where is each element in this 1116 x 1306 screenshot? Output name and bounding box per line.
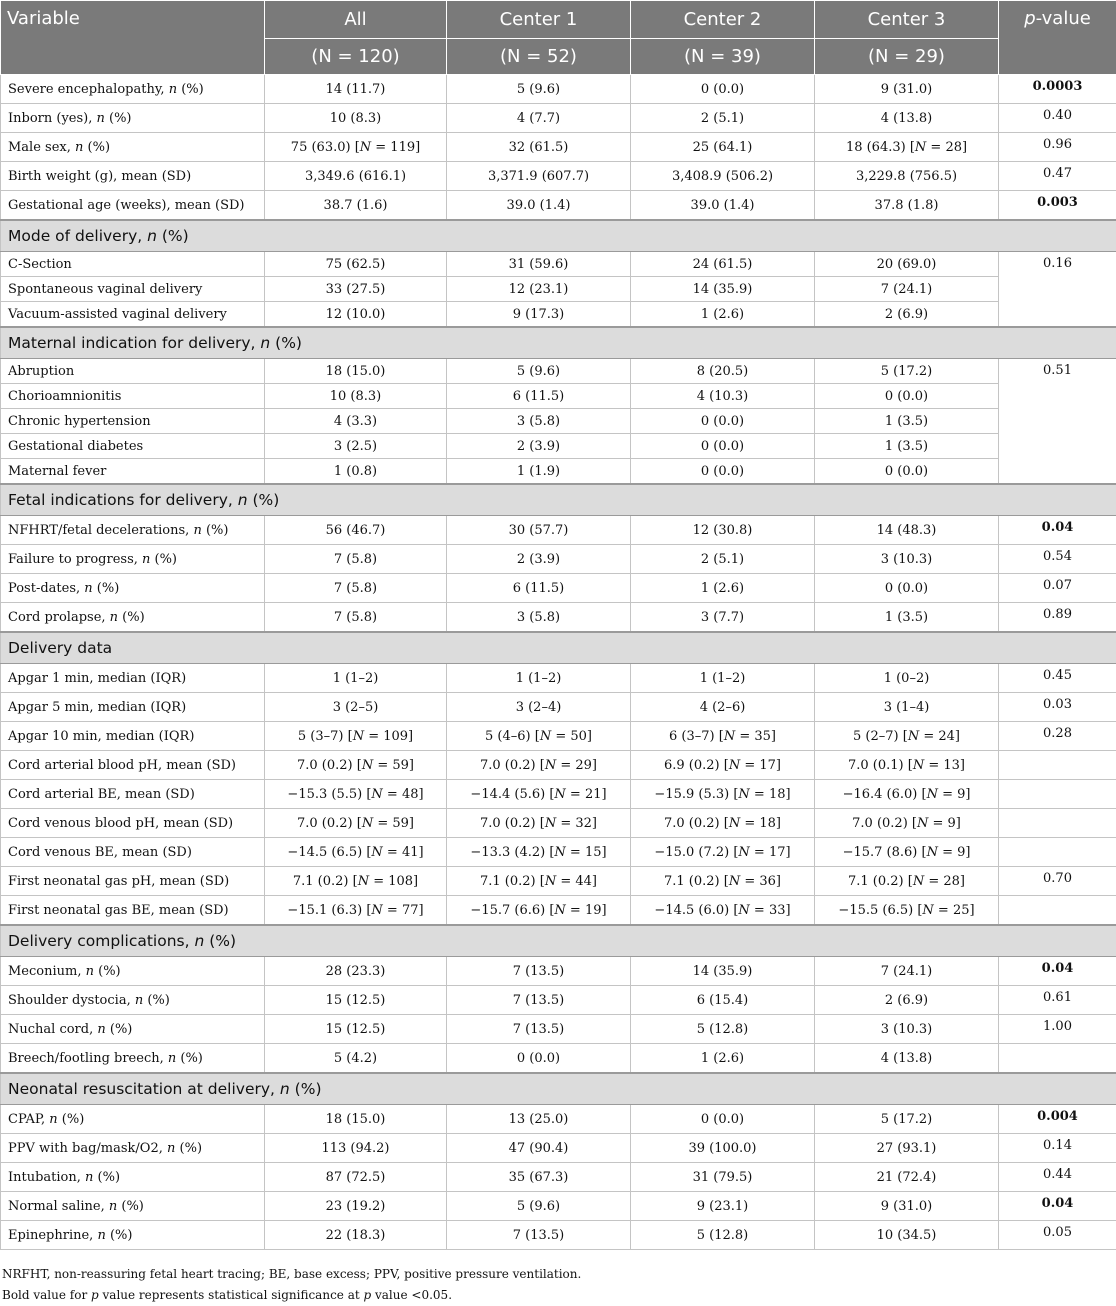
table-row	[1, 459, 1116, 485]
cell-value: 7 (24.1)	[815, 277, 999, 302]
header-group-name: Center 3	[815, 1, 999, 39]
table-row	[1, 384, 1116, 409]
cell-value: 4 (3.3)	[265, 409, 447, 434]
p-value-cell: 0.004	[999, 1105, 1116, 1134]
table-row	[1, 434, 1116, 459]
cell-value: 27 (93.1)	[815, 1134, 999, 1163]
cell-value: 1 (1–2)	[265, 664, 447, 693]
cell-value: 10 (8.3)	[265, 104, 447, 133]
cell-value: −13.3 (4.2) [N = 15]	[447, 838, 631, 867]
footnote-significance: Bold value for p value represents statistical significance at p value <0.05.	[2, 1285, 1116, 1306]
table-row	[1, 693, 1116, 722]
row-label: Apgar 1 min, median (IQR)	[1, 664, 265, 693]
table-row	[1, 545, 1116, 574]
p-value-cell: 0.54	[999, 545, 1116, 574]
cell-value: 1 (3.5)	[815, 434, 999, 459]
p-value-cell: 0.28	[999, 722, 1116, 751]
cell-value: 7 (5.8)	[265, 545, 447, 574]
cell-value: 9 (31.0)	[815, 1192, 999, 1221]
section-header-row	[1, 925, 1116, 957]
p-value-cell: 0.45	[999, 664, 1116, 693]
header-group-name: Center 1	[447, 1, 631, 39]
table-row	[1, 252, 1116, 277]
row-label: Failure to progress, n (%)	[1, 545, 265, 574]
cell-value: 1 (1–2)	[447, 664, 631, 693]
table-row	[1, 986, 1116, 1015]
cell-value: 47 (90.4)	[447, 1134, 631, 1163]
cell-value: 1 (3.5)	[815, 603, 999, 633]
table-row	[1, 1044, 1116, 1074]
cell-value: 6 (11.5)	[447, 384, 631, 409]
table-row	[1, 277, 1116, 302]
row-label: First neonatal gas pH, mean (SD)	[1, 867, 265, 896]
table-row	[1, 75, 1116, 104]
row-label: Normal saline, n (%)	[1, 1192, 265, 1221]
cell-value: 7.0 (0.2) [N = 29]	[447, 751, 631, 780]
cell-value: −15.7 (8.6) [N = 9]	[815, 838, 999, 867]
cell-value: 0 (0.0)	[815, 574, 999, 603]
cell-value: 1 (0.8)	[265, 459, 447, 485]
cell-value: 0 (0.0)	[631, 1105, 815, 1134]
cell-value: 10 (34.5)	[815, 1221, 999, 1250]
cell-value: 5 (2–7) [N = 24]	[815, 722, 999, 751]
row-label: Apgar 10 min, median (IQR)	[1, 722, 265, 751]
header-group-n: (N = 52)	[447, 39, 631, 75]
table-row	[1, 1221, 1116, 1250]
row-label: First neonatal gas BE, mean (SD)	[1, 896, 265, 926]
cell-value: 5 (3–7) [N = 109]	[265, 722, 447, 751]
cell-value: 30 (57.7)	[447, 516, 631, 545]
row-label: Chronic hypertension	[1, 409, 265, 434]
cell-value: 32 (61.5)	[447, 133, 631, 162]
p-value-cell: 0.44	[999, 1163, 1116, 1192]
cell-value: 3 (2–5)	[265, 693, 447, 722]
table-row	[1, 751, 1116, 780]
cell-value: −15.3 (5.5) [N = 48]	[265, 780, 447, 809]
table-row	[1, 1192, 1116, 1221]
cell-value: 7.1 (0.2) [N = 36]	[631, 867, 815, 896]
cell-value: 0 (0.0)	[631, 409, 815, 434]
cell-value: 3 (5.8)	[447, 409, 631, 434]
row-label: Shoulder dystocia, n (%)	[1, 986, 265, 1015]
cell-value: 5 (4.2)	[265, 1044, 447, 1074]
section-header-row	[1, 327, 1116, 359]
cell-value: −15.7 (6.6) [N = 19]	[447, 896, 631, 926]
cell-value: 8 (20.5)	[631, 359, 815, 384]
row-label: Meconium, n (%)	[1, 957, 265, 986]
section-label: Mode of delivery, n (%)	[1, 220, 1116, 252]
table-row	[1, 896, 1116, 926]
cell-value: 2 (5.1)	[631, 104, 815, 133]
p-value-cell: 0.05	[999, 1221, 1116, 1250]
cell-value: 39.0 (1.4)	[447, 191, 631, 221]
cell-value: 39 (100.0)	[631, 1134, 815, 1163]
p-value-cell: 0.03	[999, 693, 1116, 722]
row-label: Abruption	[1, 359, 265, 384]
cell-value: 5 (4–6) [N = 50]	[447, 722, 631, 751]
header-pvalue	[999, 1, 1116, 75]
cell-value: 33 (27.5)	[265, 277, 447, 302]
p-value-cell: 0.16	[999, 252, 1116, 328]
row-label: PPV with bag/mask/O2, n (%)	[1, 1134, 265, 1163]
cell-value: −14.5 (6.0) [N = 33]	[631, 896, 815, 926]
cell-value: 4 (13.8)	[815, 1044, 999, 1074]
cell-value: 0 (0.0)	[815, 384, 999, 409]
cell-value: 14 (35.9)	[631, 277, 815, 302]
cell-value: −14.4 (5.6) [N = 21]	[447, 780, 631, 809]
row-label: Intubation, n (%)	[1, 1163, 265, 1192]
cell-value: 7.0 (0.2) [N = 9]	[815, 809, 999, 838]
p-value-cell: 0.61	[999, 986, 1116, 1015]
cell-value: 7 (13.5)	[447, 1221, 631, 1250]
row-label: Cord venous blood pH, mean (SD)	[1, 809, 265, 838]
cell-value: 6.9 (0.2) [N = 17]	[631, 751, 815, 780]
cell-value: −15.5 (6.5) [N = 25]	[815, 896, 999, 926]
cell-value: 39.0 (1.4)	[631, 191, 815, 221]
row-label: Cord arterial BE, mean (SD)	[1, 780, 265, 809]
cell-value: 18 (64.3) [N = 28]	[815, 133, 999, 162]
header-pvalue-text: p-value	[1024, 8, 1091, 29]
cell-value: 7.1 (0.2) [N = 28]	[815, 867, 999, 896]
p-value-cell: 0.04	[999, 957, 1116, 986]
table-row	[1, 780, 1116, 809]
cell-value: 75 (63.0) [N = 119]	[265, 133, 447, 162]
p-value-cell: 1.00	[999, 1015, 1116, 1044]
cell-value: 18 (15.0)	[265, 359, 447, 384]
cell-value: 3 (1–4)	[815, 693, 999, 722]
cell-value: 4 (10.3)	[631, 384, 815, 409]
section-label: Maternal indication for delivery, n (%)	[1, 327, 1116, 359]
cell-value: 4 (7.7)	[447, 104, 631, 133]
cell-value: 9 (17.3)	[447, 302, 631, 328]
cell-value: 7.1 (0.2) [N = 108]	[265, 867, 447, 896]
row-label: Vacuum-assisted vaginal delivery	[1, 302, 265, 328]
cell-value: 3 (2–4)	[447, 693, 631, 722]
cell-value: 3 (10.3)	[815, 545, 999, 574]
p-value-cell	[999, 838, 1116, 867]
p-value-cell: 0.04	[999, 516, 1116, 545]
cell-value: 2 (5.1)	[631, 545, 815, 574]
cell-value: 6 (3–7) [N = 35]	[631, 722, 815, 751]
row-label: Chorioamnionitis	[1, 384, 265, 409]
table-row	[1, 1105, 1116, 1134]
table-row	[1, 838, 1116, 867]
table-body	[1, 75, 1116, 1250]
cell-value: 3,349.6 (616.1)	[265, 162, 447, 191]
cell-value: 20 (69.0)	[815, 252, 999, 277]
cell-value: 7 (24.1)	[815, 957, 999, 986]
table-footnotes	[0, 1250, 1116, 1306]
table-header	[1, 1, 1116, 75]
table-row	[1, 574, 1116, 603]
cell-value: 5 (17.2)	[815, 359, 999, 384]
cell-value: −16.4 (6.0) [N = 9]	[815, 780, 999, 809]
p-value-cell: 0.14	[999, 1134, 1116, 1163]
cell-value: 5 (12.8)	[631, 1221, 815, 1250]
row-label: Post-dates, n (%)	[1, 574, 265, 603]
p-value-cell	[999, 896, 1116, 926]
cell-value: 1 (1.9)	[447, 459, 631, 485]
cell-value: 10 (8.3)	[265, 384, 447, 409]
table-row	[1, 867, 1116, 896]
cell-value: 14 (35.9)	[631, 957, 815, 986]
row-label: C-Section	[1, 252, 265, 277]
cell-value: 3 (2.5)	[265, 434, 447, 459]
cell-value: 38.7 (1.6)	[265, 191, 447, 221]
cell-value: 21 (72.4)	[815, 1163, 999, 1192]
cell-value: 5 (9.6)	[447, 359, 631, 384]
cell-value: 25 (64.1)	[631, 133, 815, 162]
cell-value: 2 (3.9)	[447, 434, 631, 459]
row-label: Cord prolapse, n (%)	[1, 603, 265, 633]
cell-value: 7.1 (0.2) [N = 44]	[447, 867, 631, 896]
row-label: NFHRT/fetal decelerations, n (%)	[1, 516, 265, 545]
table-row	[1, 302, 1116, 328]
cell-value: 24 (61.5)	[631, 252, 815, 277]
table-row	[1, 191, 1116, 221]
cell-value: 56 (46.7)	[265, 516, 447, 545]
footnote-abbreviations: NRFHT, non-reassuring fetal heart tracing; BE, base excess; PPV, positive pressure ventilation.	[2, 1264, 1116, 1285]
cell-value: −15.1 (6.3) [N = 77]	[265, 896, 447, 926]
cell-value: 7.0 (0.2) [N = 18]	[631, 809, 815, 838]
cell-value: 3,229.8 (756.5)	[815, 162, 999, 191]
section-header-row	[1, 484, 1116, 516]
cell-value: −15.0 (7.2) [N = 17]	[631, 838, 815, 867]
p-value-cell	[999, 809, 1116, 838]
cell-value: 1 (2.6)	[631, 574, 815, 603]
cell-value: 12 (23.1)	[447, 277, 631, 302]
cell-value: 6 (15.4)	[631, 986, 815, 1015]
section-label: Delivery complications, n (%)	[1, 925, 1116, 957]
cell-value: 7.0 (0.2) [N = 32]	[447, 809, 631, 838]
row-label: Maternal fever	[1, 459, 265, 485]
row-label: Breech/footling breech, n (%)	[1, 1044, 265, 1074]
table-row	[1, 162, 1116, 191]
p-value-cell: 0.70	[999, 867, 1116, 896]
cell-value: 3,371.9 (607.7)	[447, 162, 631, 191]
section-label: Fetal indications for delivery, n (%)	[1, 484, 1116, 516]
cell-value: 28 (23.3)	[265, 957, 447, 986]
header-group-name: All	[265, 1, 447, 39]
table-row	[1, 957, 1116, 986]
cell-value: 7.0 (0.1) [N = 13]	[815, 751, 999, 780]
header-group-n: (N = 29)	[815, 39, 999, 75]
p-value-cell: 0.47	[999, 162, 1116, 191]
p-value-cell: 0.07	[999, 574, 1116, 603]
cell-value: 9 (31.0)	[815, 75, 999, 104]
table-row	[1, 133, 1116, 162]
cell-value: 87 (72.5)	[265, 1163, 447, 1192]
cell-value: 7.0 (0.2) [N = 59]	[265, 809, 447, 838]
row-label: Gestational diabetes	[1, 434, 265, 459]
cell-value: 31 (79.5)	[631, 1163, 815, 1192]
cell-value: −15.9 (5.3) [N = 18]	[631, 780, 815, 809]
row-label: Birth weight (g), mean (SD)	[1, 162, 265, 191]
cell-value: 3 (5.8)	[447, 603, 631, 633]
row-label: Gestational age (weeks), mean (SD)	[1, 191, 265, 221]
table-row	[1, 359, 1116, 384]
section-header-row	[1, 220, 1116, 252]
row-label: Male sex, n (%)	[1, 133, 265, 162]
cell-value: 7 (13.5)	[447, 986, 631, 1015]
cell-value: 2 (6.9)	[815, 302, 999, 328]
row-label: Epinephrine, n (%)	[1, 1221, 265, 1250]
p-value-cell	[999, 1044, 1116, 1074]
table-row	[1, 104, 1116, 133]
cell-value: 14 (48.3)	[815, 516, 999, 545]
cell-value: 0 (0.0)	[815, 459, 999, 485]
cell-value: 0 (0.0)	[447, 1044, 631, 1074]
cell-value: 3 (10.3)	[815, 1015, 999, 1044]
section-label: Delivery data	[1, 632, 1116, 664]
p-value-cell: 0.89	[999, 603, 1116, 633]
p-value-cell: 0.04	[999, 1192, 1116, 1221]
table-row	[1, 409, 1116, 434]
cell-value: 37.8 (1.8)	[815, 191, 999, 221]
table-row	[1, 722, 1116, 751]
cell-value: 0 (0.0)	[631, 75, 815, 104]
header-group-n: (N = 39)	[631, 39, 815, 75]
cell-value: 1 (2.6)	[631, 1044, 815, 1074]
row-label: Nuchal cord, n (%)	[1, 1015, 265, 1044]
p-value-cell	[999, 780, 1116, 809]
row-label: Cord arterial blood pH, mean (SD)	[1, 751, 265, 780]
cell-value: 0 (0.0)	[631, 459, 815, 485]
section-header-row	[1, 632, 1116, 664]
table-row	[1, 1163, 1116, 1192]
section-header-row	[1, 1073, 1116, 1105]
cell-value: 5 (12.8)	[631, 1015, 815, 1044]
cell-value: 7 (13.5)	[447, 1015, 631, 1044]
cell-value: 1 (2.6)	[631, 302, 815, 328]
p-value-cell: 0.003	[999, 191, 1116, 221]
header-group-name: Center 2	[631, 1, 815, 39]
cell-value: 22 (18.3)	[265, 1221, 447, 1250]
cell-value: 5 (9.6)	[447, 75, 631, 104]
table-row	[1, 1015, 1116, 1044]
cell-value: 15 (12.5)	[265, 986, 447, 1015]
cell-value: 4 (13.8)	[815, 104, 999, 133]
p-value-cell	[999, 751, 1116, 780]
cell-value: 14 (11.7)	[265, 75, 447, 104]
cell-value: 4 (2–6)	[631, 693, 815, 722]
table-row	[1, 809, 1116, 838]
table-row	[1, 516, 1116, 545]
cell-value: 15 (12.5)	[265, 1015, 447, 1044]
cell-value: 5 (9.6)	[447, 1192, 631, 1221]
cell-value: 31 (59.6)	[447, 252, 631, 277]
row-label: Cord venous BE, mean (SD)	[1, 838, 265, 867]
cell-value: 3,408.9 (506.2)	[631, 162, 815, 191]
table-row	[1, 664, 1116, 693]
cell-value: 18 (15.0)	[265, 1105, 447, 1134]
table-row	[1, 1134, 1116, 1163]
cell-value: 113 (94.2)	[265, 1134, 447, 1163]
cell-value: 1 (3.5)	[815, 409, 999, 434]
cell-value: 0 (0.0)	[631, 434, 815, 459]
cell-value: 1 (1–2)	[631, 664, 815, 693]
cell-value: 7 (13.5)	[447, 957, 631, 986]
cell-value: 9 (23.1)	[631, 1192, 815, 1221]
cell-value: 6 (11.5)	[447, 574, 631, 603]
table-row	[1, 603, 1116, 633]
cell-value: 5 (17.2)	[815, 1105, 999, 1134]
p-value-cell: 0.96	[999, 133, 1116, 162]
cell-value: 1 (0–2)	[815, 664, 999, 693]
cell-value: 12 (30.8)	[631, 516, 815, 545]
cell-value: 7 (5.8)	[265, 603, 447, 633]
header-variable: Variable	[1, 1, 265, 75]
cell-value: 7.0 (0.2) [N = 59]	[265, 751, 447, 780]
cell-value: 75 (62.5)	[265, 252, 447, 277]
cell-value: 23 (19.2)	[265, 1192, 447, 1221]
cell-value: 3 (7.7)	[631, 603, 815, 633]
cell-value: 2 (6.9)	[815, 986, 999, 1015]
row-label: Inborn (yes), n (%)	[1, 104, 265, 133]
p-value-cell: 0.51	[999, 359, 1116, 485]
p-value-cell: 0.0003	[999, 75, 1116, 104]
cell-value: 13 (25.0)	[447, 1105, 631, 1134]
cell-value: 35 (67.3)	[447, 1163, 631, 1192]
cell-value: 2 (3.9)	[447, 545, 631, 574]
section-label: Neonatal resuscitation at delivery, n (%)	[1, 1073, 1116, 1105]
cell-value: 12 (10.0)	[265, 302, 447, 328]
cell-value: 7 (5.8)	[265, 574, 447, 603]
row-label: Apgar 5 min, median (IQR)	[1, 693, 265, 722]
cell-value: −14.5 (6.5) [N = 41]	[265, 838, 447, 867]
row-label: Severe encephalopathy, n (%)	[1, 75, 265, 104]
row-label: Spontaneous vaginal delivery	[1, 277, 265, 302]
row-label: CPAP, n (%)	[1, 1105, 265, 1134]
header-group-n: (N = 120)	[265, 39, 447, 75]
p-value-cell: 0.40	[999, 104, 1116, 133]
